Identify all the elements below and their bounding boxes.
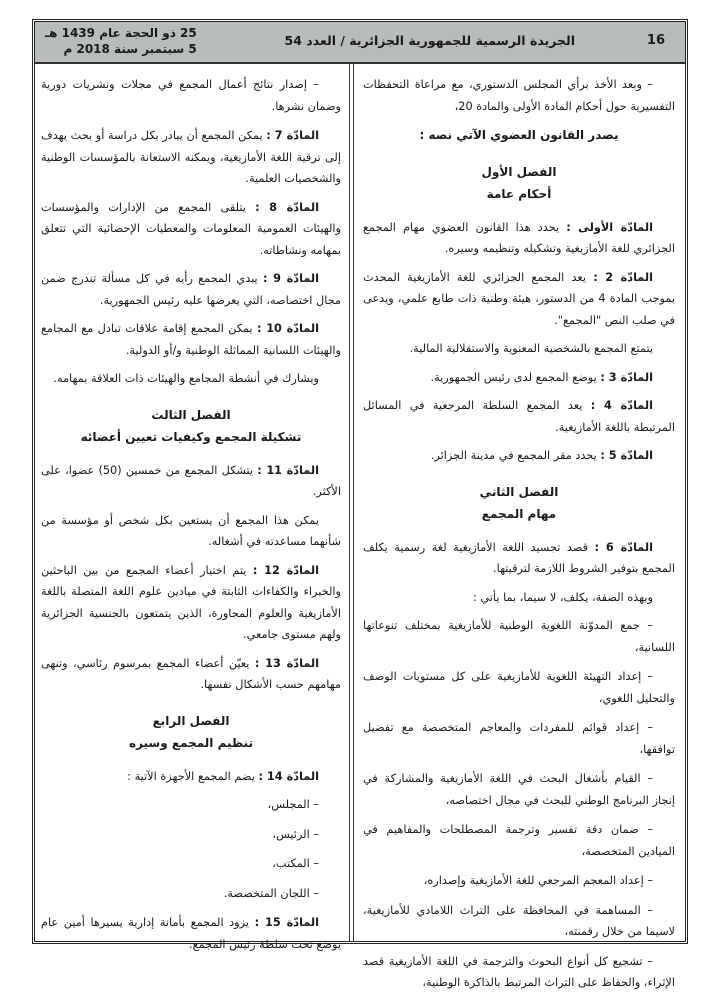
article-label: المادّة 7 : bbox=[266, 129, 320, 142]
article-9 bbox=[41, 268, 341, 311]
article-text: يبدي المجمع رأيه في كل مسألة تندرج ضمن مجال اختصاصه، التي يعرضها عليه رئيس الجمهورية. bbox=[41, 272, 341, 307]
list-item: – المكتب، bbox=[272, 857, 319, 870]
article-label: المادّة 8 : bbox=[255, 200, 319, 214]
article-1 bbox=[363, 217, 675, 260]
date-gregorian: 5 سبتمبر سنة 2018 م bbox=[63, 42, 197, 56]
article-10-paragraph-2: ويشارك في أنشطة المجامع والهيئات ذات العلاقة بمهامه. bbox=[53, 372, 319, 385]
chapter-subtitle: مهام المجمع bbox=[481, 506, 557, 521]
article-8 bbox=[41, 197, 341, 262]
article-label: المادّة 10 : bbox=[257, 322, 319, 335]
article-label: المادّة الأولى : bbox=[566, 220, 653, 234]
article-text: يزود المجمع بأمانة إدارية يسيرها أمين عام يوضع تحت سلطة رئيس المجمع. bbox=[41, 916, 341, 951]
list-item: – ضمان دقة تفسير وترجمة المصطلحات والمفاهيم في الميادين المتخصصة، bbox=[363, 823, 675, 858]
article-text: يعد المجمع السلطة المرجعية في المسائل المرتبطة باللغة الأمازيغية. bbox=[363, 399, 675, 434]
column-divider bbox=[349, 62, 354, 941]
article-text: يحدد مقر المجمع في مدينة الجزائر. bbox=[430, 449, 597, 462]
chapter-subtitle: تنظيم المجمع وسيره bbox=[128, 735, 254, 750]
article-11-paragraph-2: يمكن هذا المجمع أن يستعين بكل شخص أو مؤسسة من شأنهما مساعدته في أشغاله. bbox=[41, 513, 341, 548]
article-2 bbox=[363, 267, 675, 332]
article-text: يتلقى المجمع من الإدارات والمؤسسات والهيئات العمومية المعلومات والمعطيات الإحصائية التي تتعلق بمهامه ونشاطاته. bbox=[41, 200, 341, 257]
list-item: – القيام بأشغال البحث في اللغة الأمازيغية والمشاركة في إنجاز البرنامج الوطني للبحث في مجال اختصاصه، bbox=[363, 772, 675, 807]
article-label: المادّة 11 : bbox=[257, 463, 319, 477]
list-item: – الرئيس، bbox=[272, 827, 319, 841]
article-text: يحدد هذا القانون العضوي مهام المجمع الجزائري للغة الأمازيغية وتشكيله وتنظيمه وسيره. bbox=[363, 220, 675, 255]
preamble-paragraph: – وبعد الأخذ برأي المجلس الدستوري، مع مراعاة التحفظات التفسيرية حول أحكام المادة الأولى والمادة 20، bbox=[363, 78, 675, 113]
left-column bbox=[41, 74, 341, 962]
article-10 bbox=[41, 318, 341, 361]
list-item: – المجلس، bbox=[267, 798, 319, 811]
article-text: يعد المجمع الجزائري للغة الأمازيغية المحدث بموجب المادة 4 من الدستور، هيئة وطنية ذات طابع علمي، ويدعى في صلب النص "المجمع". bbox=[363, 270, 675, 327]
article-text: يعيّن أعضاء المجمع بمرسوم رئاسي، وتنهى مهامهم حسب الأشكال نفسها. bbox=[41, 656, 341, 691]
article-label: المادّة 2 : bbox=[593, 270, 653, 284]
chapter-subtitle: تشكيلة المجمع وكيفيات تعيين أعضائه bbox=[80, 429, 302, 444]
article-7 bbox=[41, 125, 341, 190]
article-6 bbox=[363, 537, 675, 580]
article-text: يتم اختيار أعضاء المجمع من بين الباحثين والخبراء والكفاءات الثابتة في ميادين علوم اللغة المتصلة باللغة الأمازيغية والعلوم المجاورة، الذين يتمتعون بالجنسية الجزائرية ولهم مستوى جامعي. bbox=[41, 563, 341, 641]
chapter-title: الفصل الأول bbox=[481, 164, 557, 179]
article-label: المادّة 13 : bbox=[254, 656, 320, 670]
article-2-paragraph-2: يتمتع المجمع بالشخصية المعنوية والاستقلالية المالية. bbox=[409, 342, 653, 355]
chapter-title: الفصل الثالث bbox=[151, 407, 231, 422]
article-text: يتشكل المجمع من خمسين (50) عضوا، على الأكثر. bbox=[41, 463, 341, 498]
list-item: – إعداد التهيئة اللغوية للأمازيغية على كل مستويات الوصف والتحليل اللغوي، bbox=[363, 670, 675, 705]
article-label: المادّة 12 : bbox=[252, 563, 319, 577]
list-item: – اللجان المتخصصة. bbox=[223, 886, 319, 900]
article-14 bbox=[41, 766, 341, 788]
list-item: – جمع المدوّنة اللغوية الوطنية للأمازيغية بمختلف تنوعاتها اللسانية، bbox=[363, 619, 675, 654]
article-4 bbox=[363, 395, 675, 438]
article-label: المادّة 15 : bbox=[254, 916, 320, 929]
list-item: – إعداد المعجم المرجعي للغة الأمازيغية وإصداره، bbox=[423, 874, 653, 887]
chapter-title: الفصل الثاني bbox=[479, 484, 559, 499]
page-header bbox=[35, 22, 685, 64]
article-label: المادّة 14 : bbox=[258, 769, 319, 783]
page-frame bbox=[32, 19, 688, 989]
list-item: – إعداد قوائم للمفردات والمعاجم المتخصصة مع تفضيل توافقها، bbox=[363, 721, 675, 756]
article-12 bbox=[41, 560, 341, 646]
chapter-2-heading bbox=[363, 481, 675, 525]
article-11 bbox=[41, 460, 341, 503]
right-column bbox=[363, 74, 675, 1002]
article-label: المادّة 3 : bbox=[600, 370, 653, 384]
article-6-paragraph-2: وبهذه الصفة، يكلف، لا سيما، بما يأتي : bbox=[472, 590, 653, 604]
gazette-title: الجريدة الرسمية للجمهورية الجزائرية / العدد 54 bbox=[284, 33, 575, 48]
article-label: المادّة 5 : bbox=[600, 449, 653, 462]
article-5 bbox=[363, 445, 675, 467]
list-item: – إصدار نتائج أعمال المجمع في مجلات ونشريات دورية وضمان نشرها. bbox=[41, 78, 341, 113]
article-text: قصد تجسيد اللغة الأمازيغية لغة رسمية يكلف المجمع بتوفير الشروط اللازمة لترقيتها. bbox=[363, 540, 675, 575]
chapter-4-heading bbox=[41, 710, 341, 754]
article-label: المادّة 9 : bbox=[262, 272, 320, 285]
article-label: المادّة 4 : bbox=[590, 399, 653, 412]
list-item: – المساهمة في المحافظة على التراث اللامادي للأمازيغية، لاسيما من خلال رقمنته، bbox=[363, 903, 675, 938]
article-text: يضم المجمع الأجهزة الآتية : bbox=[127, 769, 255, 783]
article-13 bbox=[41, 653, 341, 696]
date-hijri: 25 ذو الحجة عام 1439 هـ bbox=[45, 26, 197, 40]
article-text: يمكن المجمع أن يبادر بكل دراسة أو بحث يهدف إلى ترقية اللغة الأمازيغية، ويمكنه الاستعانة بالمؤسسات الوطنية والشخصيات العلمية. bbox=[41, 129, 341, 185]
article-3 bbox=[363, 367, 675, 389]
page-number: 16 bbox=[646, 33, 665, 48]
chapter-title: الفصل الرابع bbox=[152, 713, 230, 728]
article-15 bbox=[41, 912, 341, 955]
list-item: – تشجيع كل أنواع البحوث والترجمة في اللغة الأمازيغية قصد الإثراء، والحفاظ على التراث المرتبط بالذاكرة الوطنية، bbox=[363, 954, 675, 989]
article-text: يوضع المجمع لدى رئيس الجمهورية. bbox=[430, 370, 597, 384]
chapter-subtitle: أحكام عامة bbox=[486, 186, 552, 201]
promulgation-line: يصدر القانون العضوي الآتي نصه : bbox=[419, 128, 619, 142]
issue-date bbox=[45, 25, 197, 57]
article-label: المادّة 6 : bbox=[594, 540, 653, 554]
chapter-3-heading bbox=[41, 404, 341, 448]
chapter-1-heading bbox=[363, 161, 675, 205]
article-text: يمكن المجمع إقامة علاقات تبادل مع المجامع والهيئات اللسانية المماثلة الوطنية و/أو الدولية. bbox=[41, 322, 341, 357]
